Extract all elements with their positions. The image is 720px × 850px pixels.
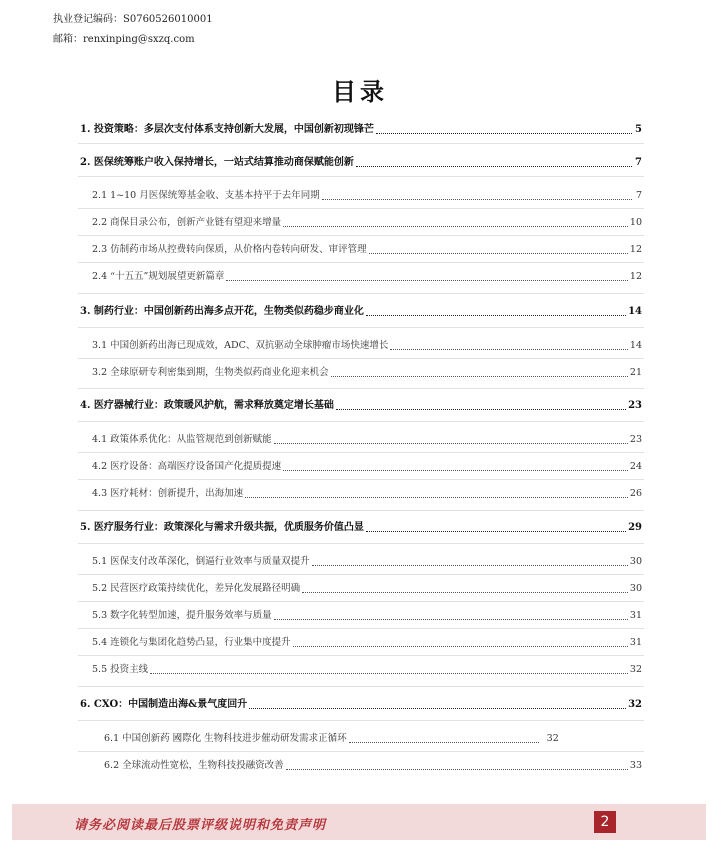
toc-entry[interactable] xyxy=(92,488,642,500)
toc-entry-page: 32 xyxy=(629,664,642,675)
divider xyxy=(78,686,644,687)
toc-leader-dots xyxy=(390,349,628,350)
toc-entry-page: 14 xyxy=(628,306,642,317)
divider xyxy=(78,479,644,480)
toc-entry[interactable] xyxy=(80,124,642,136)
toc-entry-text: 3.1 中国创新药出海已现成效，ADC、双抗驱动全球肿瘤市场快速增长 xyxy=(92,340,389,351)
toc-entry[interactable] xyxy=(92,271,642,283)
toc-entry-text: 4.1 政策体系优化：从监管规范到创新赋能 xyxy=(92,434,272,445)
toc-entry-page: 5 xyxy=(635,124,642,135)
divider xyxy=(78,262,644,263)
toc-entry-page: 10 xyxy=(629,217,642,228)
divider xyxy=(78,574,644,575)
toc-entry-page: 23 xyxy=(628,400,642,411)
toc-entry-page: 12 xyxy=(629,271,642,282)
toc-entry-page: 29 xyxy=(628,522,642,533)
divider xyxy=(78,510,644,511)
footer-banner xyxy=(12,804,706,840)
toc-entry-text: 6.2 全球流动性宽松，生物科技投融资改善 xyxy=(104,760,284,771)
toc-leader-dots xyxy=(283,470,628,471)
divider xyxy=(78,388,644,389)
toc-leader-dots xyxy=(293,646,628,647)
divider xyxy=(78,176,644,177)
toc-leader-dots xyxy=(366,315,626,316)
divider xyxy=(78,327,644,328)
toc-entry[interactable] xyxy=(92,637,642,649)
divider xyxy=(78,543,644,544)
toc-leader-dots xyxy=(312,565,628,566)
toc-entry[interactable] xyxy=(104,733,604,745)
toc-entry-text: 4.2 医疗设备：高端医疗设备国产化提质提速 xyxy=(92,461,282,472)
toc-entry-text: 5.3 数字化转型加速，提升服务效率与质量 xyxy=(92,610,272,621)
toc-entry-page: 21 xyxy=(629,367,642,378)
toc-entry[interactable] xyxy=(92,367,642,379)
toc-entry-text: 5.4 连锁化与集团化趋势凸显，行业集中度提升 xyxy=(92,637,291,648)
toc-entry-page: 32 xyxy=(628,699,642,710)
toc-leader-dots xyxy=(286,769,628,770)
toc-entry[interactable] xyxy=(92,217,642,229)
toc-entry[interactable] xyxy=(92,556,642,568)
page-number: 2 xyxy=(594,811,616,833)
toc-leader-dots xyxy=(274,619,628,620)
toc-entry-page: 26 xyxy=(629,488,642,499)
toc-entry[interactable] xyxy=(80,522,642,534)
toc-entry-page: 33 xyxy=(629,760,642,771)
toc-entry-text: 6.1 中国创新药 國際化 生物科技进步催动研发需求正循环 xyxy=(104,733,347,744)
divider xyxy=(78,235,644,236)
toc-entry-page: 30 xyxy=(629,556,642,567)
toc-entry-text: 4.3 医疗耗材：创新提升，出海加速 xyxy=(92,488,244,499)
divider xyxy=(78,628,644,629)
toc-entry-text: 2.2 商保目录公布，创新产业链有望迎来增量 xyxy=(92,217,282,228)
email: 邮箱：renxinping@sxzq.com xyxy=(53,34,195,45)
toc-entry[interactable] xyxy=(80,400,642,412)
divider xyxy=(78,208,644,209)
toc-leader-dots xyxy=(349,742,539,743)
toc-entry-page: 14 xyxy=(629,340,642,351)
toc-entry[interactable] xyxy=(92,583,642,595)
divider xyxy=(78,751,644,752)
toc-leader-dots xyxy=(249,708,626,709)
divider xyxy=(78,143,644,144)
divider xyxy=(78,452,644,453)
toc-entry[interactable] xyxy=(92,340,642,352)
toc-leader-dots xyxy=(366,531,626,532)
divider xyxy=(78,720,644,721)
toc-entry-text: 1. 投资策略：多层次支付体系支持创新大发展，中国创新初现锋芒 xyxy=(80,124,374,135)
divider xyxy=(78,421,644,422)
toc-entry[interactable] xyxy=(92,434,642,446)
toc-leader-dots xyxy=(331,376,628,377)
divider xyxy=(78,601,644,602)
toc-leader-dots xyxy=(336,409,626,410)
toc-entry[interactable] xyxy=(104,760,642,772)
toc-entry-text: 3. 制药行业：中国创新药出海多点开花，生物类似药稳步商业化 xyxy=(80,306,364,317)
toc-entry-page: 31 xyxy=(629,610,642,621)
toc-leader-dots xyxy=(369,253,628,254)
toc-leader-dots xyxy=(356,166,632,167)
toc-entry-page: 7 xyxy=(635,190,642,201)
page-title: 目录 xyxy=(332,78,388,106)
toc-entry-text: 2.1 1~10 月医保统筹基金收、支基本持平于去年同期 xyxy=(92,190,320,201)
toc-entry[interactable] xyxy=(92,461,642,473)
toc-entry-page: 12 xyxy=(629,244,642,255)
toc-entry-text: 2.4 “十五五”规划展望更新篇章 xyxy=(92,271,225,282)
toc-entry-page: 31 xyxy=(629,637,642,648)
toc-entry[interactable] xyxy=(92,244,642,256)
toc-leader-dots xyxy=(150,673,628,674)
toc-entry-page: 24 xyxy=(629,461,642,472)
toc-entry[interactable] xyxy=(80,157,642,169)
toc-leader-dots xyxy=(245,497,628,498)
toc-entry-page: 32 xyxy=(546,733,559,744)
toc-leader-dots xyxy=(376,133,632,134)
toc-leader-dots xyxy=(322,199,632,200)
toc-entry[interactable] xyxy=(92,664,642,676)
divider xyxy=(78,655,644,656)
toc-entry-text: 2.3 仿制药市场从控费转向保质，从价格内卷转向研发、审评管理 xyxy=(92,244,367,255)
toc-entry-text: 5.2 民营医疗政策持续优化，差异化发展路径明确 xyxy=(92,583,301,594)
toc-entry-page: 30 xyxy=(629,583,642,594)
toc-leader-dots xyxy=(226,280,628,281)
toc-entry-text: 3.2 全球原研专利密集到期，生物类似药商业化迎来机会 xyxy=(92,367,329,378)
toc-entry-text: 2. 医保统筹账户收入保持增长，一站式结算推动商保赋能创新 xyxy=(80,157,354,168)
divider xyxy=(78,293,644,294)
divider xyxy=(78,358,644,359)
toc-entry[interactable] xyxy=(80,306,642,318)
toc-entry-text: 5. 医疗服务行业：政策深化与需求升级共振，优质服务价值凸显 xyxy=(80,522,364,533)
toc-entry-text: 5.1 医保支付改革深化，倒逼行业效率与质量双提升 xyxy=(92,556,310,567)
toc-entry-page: 7 xyxy=(635,157,642,168)
header xyxy=(53,10,213,50)
toc-leader-dots xyxy=(283,226,628,227)
toc-entry[interactable] xyxy=(92,190,642,202)
toc-entry-text: 6. CXO：中国制造出海&景气度回升 xyxy=(80,699,248,710)
toc-entry[interactable] xyxy=(80,699,642,711)
toc-entry-text: 4. 医疗器械行业：政策暖风护航，需求释放奠定增长基础 xyxy=(80,400,334,411)
registration-code: 执业登记编码：S0760526010001 xyxy=(53,14,213,25)
toc-leader-dots xyxy=(274,443,628,444)
toc-leader-dots xyxy=(302,592,628,593)
toc-entry-page: 23 xyxy=(629,434,642,445)
disclaimer-link[interactable]: 请务必阅读最后股票评级说明和免责声明 xyxy=(74,818,327,833)
toc-entry-text: 5.5 投资主线 xyxy=(92,664,149,675)
toc-entry[interactable] xyxy=(92,610,642,622)
